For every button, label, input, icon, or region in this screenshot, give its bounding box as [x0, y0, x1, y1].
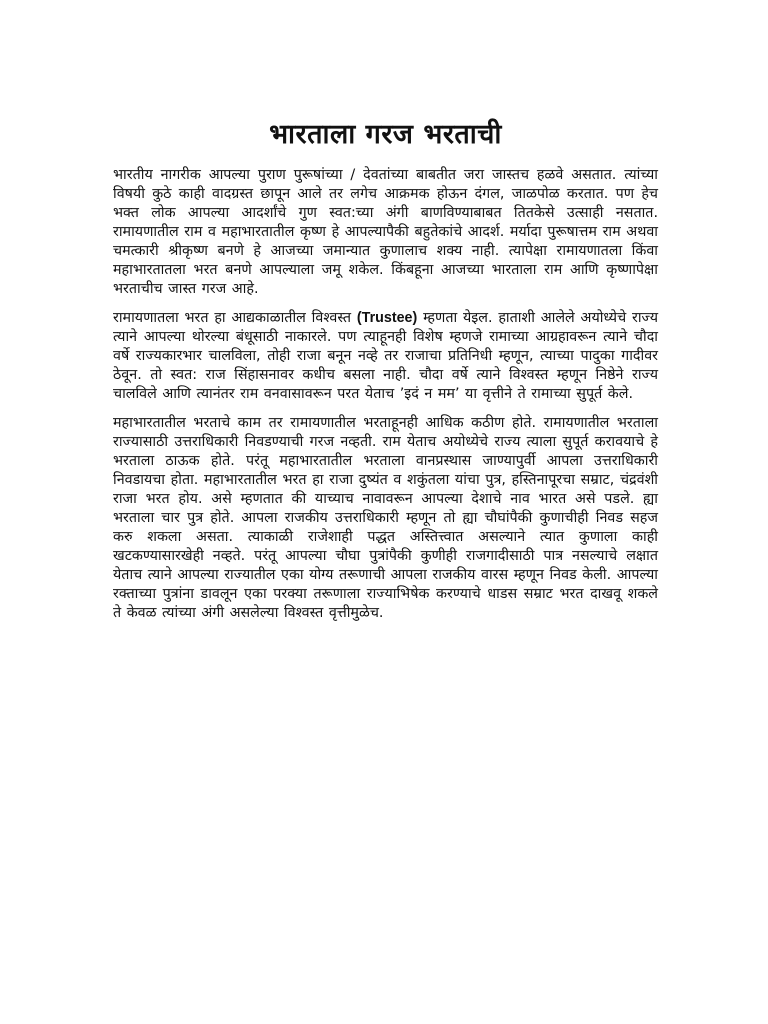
paragraph-1: भारतीय नागरीक आपल्या पुराण पुरूषांच्या / देवतांच्या बाबतीत जरा जास्तच हळवे असतात. त्यांच्या विषयी कुठे काही वादग्रस्त छापून आले तर लगेच आक्रमक होऊन दंगल, जाळपोळ करतात. पण हेच भक्त लोक आपल्या आदर्शांचे गुण स्वत:च्या अंगी बाणविण्याबाबत तितकेसे उत्साही नसतात. रामायणातील राम व महाभारतातील कृष्ण हे आपल्यापैकी बहुतेकांचे आदर्श. मर्यादा पुरूषात्तम राम अथवा चमत्कारी श्रीकृष्ण बनणे हे आजच्या जमान्यात कुणालाच शक्य नाही. त्यापेक्षा रामायणातला किंवा महाभारतातला भरत बनणे आपल्याला जमू शकेल. किंबहूना आजच्या भारताला राम आणि कृष्णापेक्षा भरताचीच जास्त गरज आहे.: [113, 167, 658, 297]
paragraph-2: [113, 309, 658, 404]
paragraph-2-text-end: म्हणता येइल. हाताशी आलेले अयोध्येचे राज्य त्याने आपल्या थोरल्या बंधूसाठी नाकारले. पण त्याहूनही विशेष म्हणजे रामाच्या आग्रहावरून त्याने चौदा वर्षे राज्यकारभार चालविला, तोही राजा बनून नव्हे तर राजाचा प्रतिनिधी म्हणून, त्याच्या पादुका गादीवर ठेवून. तो स्वत: राज सिंहासनावर कधीच बसला नाही. चौदा वर्षे त्याने विश्वस्त म्हणून निष्ठेने राज्य चालविले आणि त्यानंतर राम वनवासावरून परत येताच ’इदं न मम’ या वृत्तीने ते रामाच्या सुपूर्त केले.: [113, 310, 659, 402]
trustee-term: (Trustee): [356, 310, 418, 326]
paragraph-2-text-start: रामायणातला भरत हा आद्यकाळातील विश्वस्त: [113, 310, 357, 326]
document-page: [113, 118, 658, 633]
paragraph-3: महाभारतातील भरताचे काम तर रामायणातील भरताहूनही आधिक कठीण होते. रामायणातील भरताला राज्यासाठी उत्तराधिकारी निवडण्याची गरज नव्हती. राम येताच अयोध्येचे राज्य त्याला सुपूर्त करावयाचे हे भरताला ठाऊक होते. परंतू महाभारतातील भरताला वानप्रस्थास जाण्यापुर्वी आपला उत्तराधिकारी निवडायचा होता. महाभारतातील भरत हा राजा दुष्यंत व शकुंतला यांचा पुत्र, हस्तिनापूरचा सम्राट, चंद्रवंशी राजा भरत होय. असे म्हणतात की याच्याच नावावरून आपल्या देशाचे नाव भारत असे पडले. ह्या भरताला चार पुत्र होते. आपला राजकीय उत्तराधिकारी म्हणून तो ह्या चौघांपैकी कुणाचीही निवड सहज करु शकला असता. त्याकाळी राजेशाही पद्धत अस्तित्त्वात असल्याने त्यात कुणाला काही खटकण्यासारखेही नव्हते. परंतू आपल्या चौघा पुत्रांपैकी कुणीही राजगादीसाठी पात्र नसल्याचे लक्षात येताच त्याने आपल्या राज्यातील एका योग्य तरूणाची आपला राजकीय वारस म्हणून निवड केली. आपल्या रक्ताच्या पुत्रांना डावलून एका परक्या तरूणाला राज्याभिषेक करण्याचे धाडस सम्राट भरत दाखवू शकले ते केवळ त्यांच्या अंगी असलेल्या विश्वस्त वृत्तीमुळेच.: [113, 415, 658, 621]
document-title: भारताला गरज भरताची: [269, 119, 502, 150]
